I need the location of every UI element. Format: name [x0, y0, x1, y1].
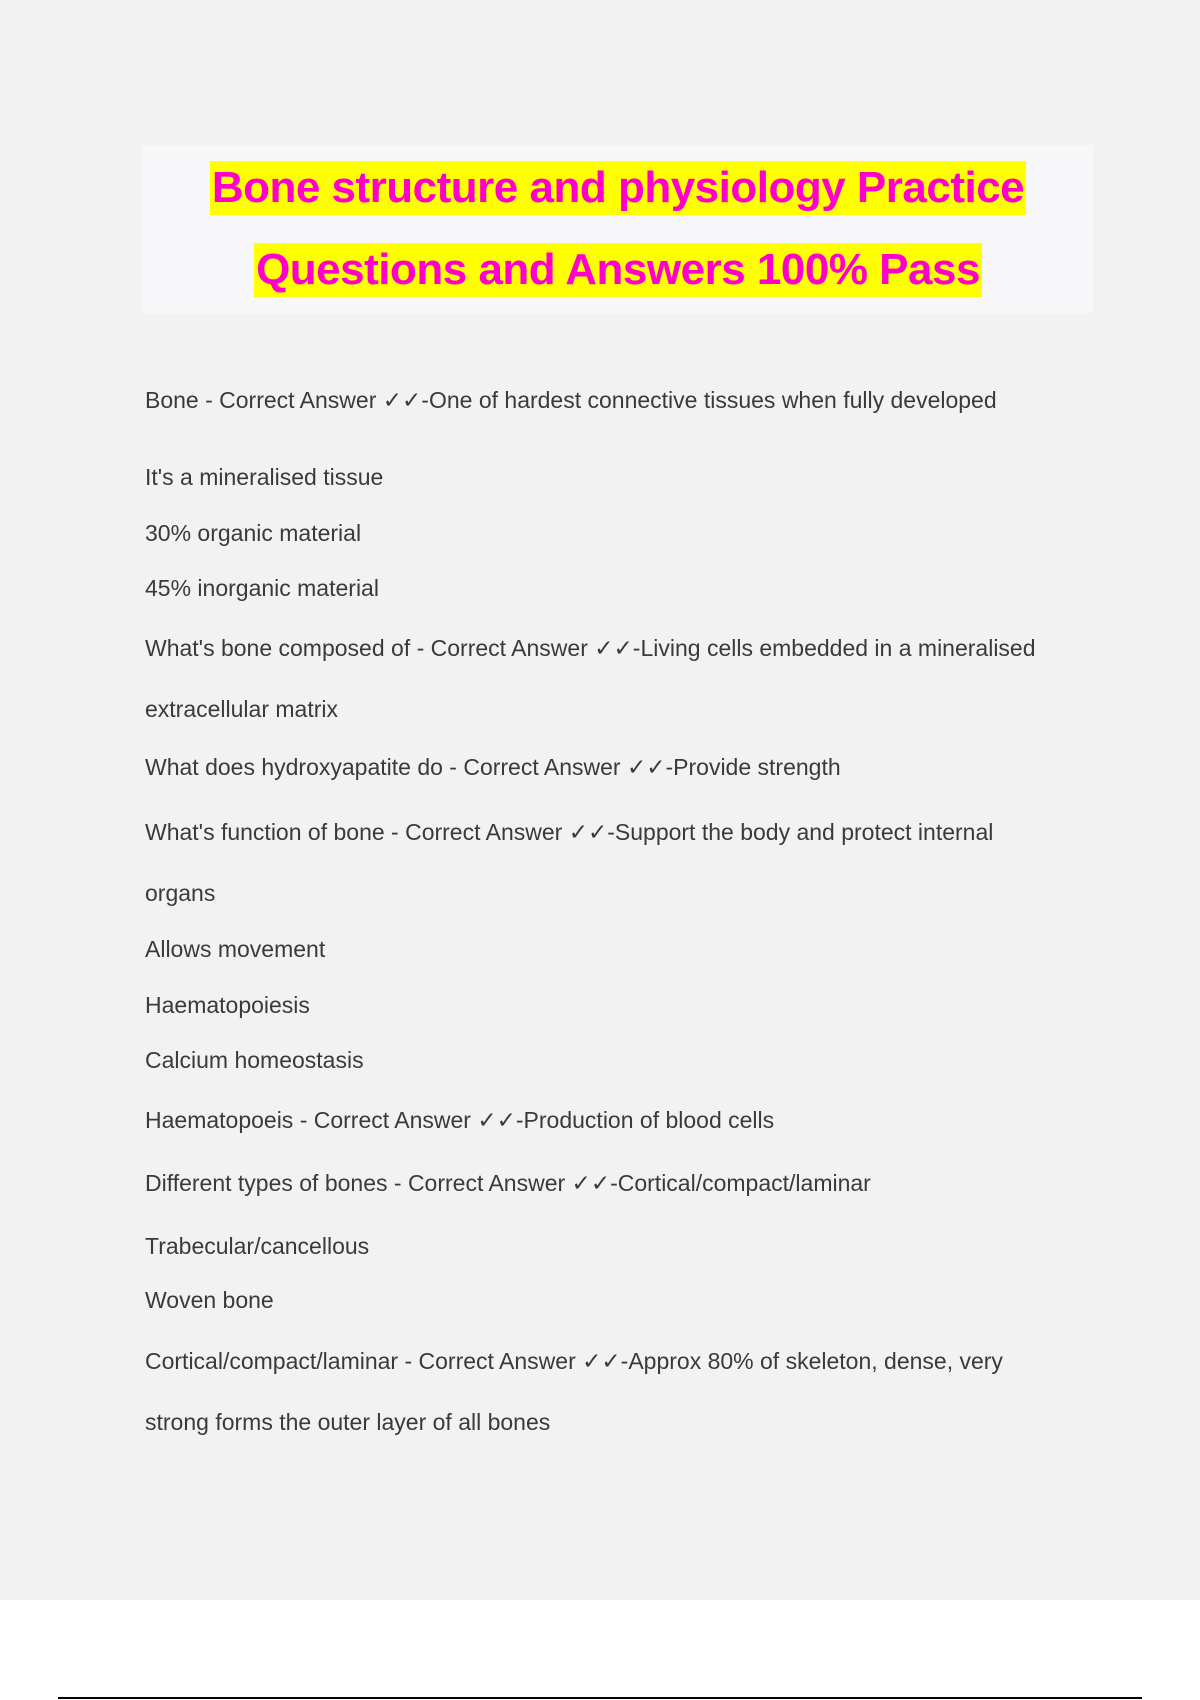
document-title-line-1: Bone structure and physiology Practice	[210, 161, 1026, 215]
qa-line: It's a mineralised tissue	[145, 464, 384, 490]
qa-line: What does hydroxyapatite do - Correct Answer ✓✓-Provide strength	[145, 754, 841, 780]
qa-line: Haematopoiesis	[145, 992, 310, 1018]
qa-line: Bone - Correct Answer ✓✓-One of hardest connective tissues when fully developed	[145, 387, 997, 413]
qa-line: Calcium homeostasis	[145, 1047, 364, 1073]
document-title-line-2: Questions and Answers 100% Pass	[254, 243, 982, 297]
qa-line: What's bone composed of - Correct Answer ✓✓-Living cells embedded in a mineralised	[145, 635, 1036, 661]
qa-line: 45% inorganic material	[145, 575, 379, 601]
qa-line: organs	[145, 880, 216, 906]
title-banner	[143, 145, 1093, 313]
qa-line: Trabecular/cancellous	[145, 1233, 370, 1259]
qa-line: What's function of bone - Correct Answer ✓✓-Support the body and protect internal	[145, 819, 994, 845]
qa-line: extracellular matrix	[145, 696, 338, 722]
qa-line: Woven bone	[145, 1287, 274, 1313]
qa-line: Allows movement	[145, 936, 326, 962]
qa-line: Cortical/compact/laminar - Correct Answer ✓✓-Approx 80% of skeleton, dense, very	[145, 1348, 1003, 1374]
qa-line: strong forms the outer layer of all bones	[145, 1409, 551, 1435]
qa-line: Different types of bones - Correct Answer ✓✓-Cortical/compact/laminar	[145, 1170, 871, 1196]
qa-line: 30% organic material	[145, 520, 362, 546]
page-bottom-rule	[58, 1697, 1142, 1699]
qa-line: Haematopoeis - Correct Answer ✓✓-Production of blood cells	[145, 1107, 775, 1133]
